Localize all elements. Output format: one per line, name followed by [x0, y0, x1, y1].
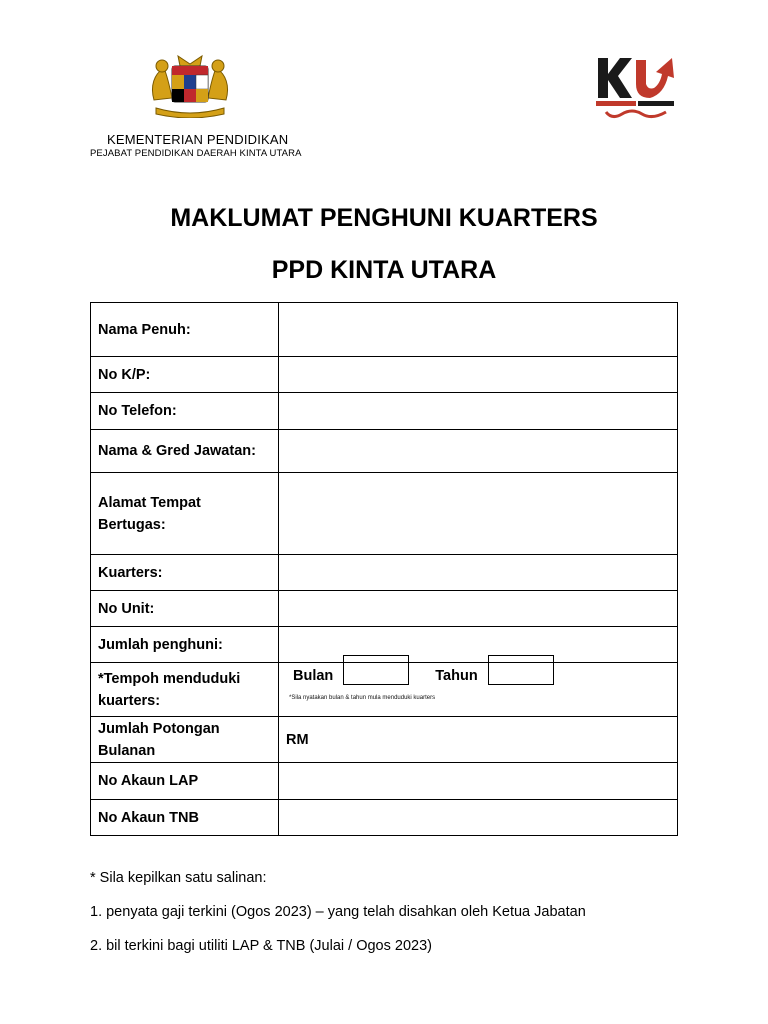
field-input-no-akaun-tnb[interactable] [279, 800, 678, 836]
field-input-no-unit[interactable] [279, 591, 678, 627]
field-label-no-unit: No Unit: [91, 591, 279, 627]
form-row [91, 763, 678, 800]
field-input-nama-penuh[interactable] [279, 303, 678, 357]
form-row [91, 717, 678, 763]
tahun-label: Tahun [435, 668, 478, 684]
form-row [91, 591, 678, 627]
form-subtitle: PPD KINTA UTARA [271, 256, 497, 284]
attachment-item-2: 2. bil terkini bagi utiliti LAP & TNB (Julai / Ogos 2023) [90, 938, 432, 954]
form-row [91, 555, 678, 591]
field-input-no-kp[interactable] [279, 357, 678, 393]
form-row [91, 303, 678, 357]
field-input-jumlah-penghuni[interactable] [279, 627, 678, 663]
field-label-tempoh-menduduki: *Tempoh menduduki kuarters: [91, 663, 279, 717]
field-input-no-akaun-lap[interactable] [279, 763, 678, 800]
form-row [91, 393, 678, 430]
field-input-alamat-tempat-bertugas[interactable] [279, 473, 678, 555]
tempoh-inputs [293, 663, 580, 689]
attachment-item-1: 1. penyata gaji terkini (Ogos 2023) – yang telah disahkan oleh Ketua Jabatan [90, 904, 586, 920]
form-table [90, 302, 678, 836]
field-label-no-akaun-lap: No Akaun LAP [91, 763, 279, 800]
form-row [91, 430, 678, 473]
tempoh-note: *Sila nyatakan bulan & tahun mula menduduki kuarters [289, 695, 436, 701]
attachment-intro: * Sila kepilkan satu salinan: [90, 870, 267, 886]
field-label-no-telefon: No Telefon: [91, 393, 279, 430]
field-label-no-kp: No K/P: [91, 357, 279, 393]
form-row [91, 663, 678, 717]
form-title: MAKLUMAT PENGHUNI KUARTERS [170, 204, 598, 232]
field-input-kuarters[interactable] [279, 555, 678, 591]
field-input-jumlah-potongan[interactable]: RM [279, 717, 678, 763]
field-label-jumlah-potongan: Jumlah Potongan Bulanan [91, 717, 279, 763]
bulan-input[interactable] [343, 655, 409, 685]
ku-logo-icon [592, 54, 680, 124]
field-label-nama-gred-jawatan: Nama & Gred Jawatan: [91, 430, 279, 473]
field-label-no-akaun-tnb: No Akaun TNB [91, 800, 279, 836]
form-row [91, 357, 678, 393]
field-label-jumlah-penghuni: Jumlah penghuni: [91, 627, 279, 663]
field-tempoh-menduduki [279, 663, 678, 717]
office-name: PEJABAT PENDIDIKAN DAERAH KINTA UTARA [90, 148, 302, 159]
field-input-no-telefon[interactable] [279, 393, 678, 430]
ministry-name: KEMENTERIAN PENDIDIKAN [107, 132, 289, 147]
field-input-nama-gred-jawatan[interactable] [279, 430, 678, 473]
bulan-label: Bulan [293, 668, 334, 684]
malaysia-coat-of-arms-icon [148, 52, 232, 118]
field-label-alamat-tempat-bertugas: Alamat Tempat Bertugas: [91, 473, 279, 555]
form-row [91, 473, 678, 555]
tahun-input[interactable] [488, 655, 554, 685]
field-label-nama-penuh: Nama Penuh: [91, 303, 279, 357]
field-label-kuarters: Kuarters: [91, 555, 279, 591]
form-row [91, 800, 678, 836]
